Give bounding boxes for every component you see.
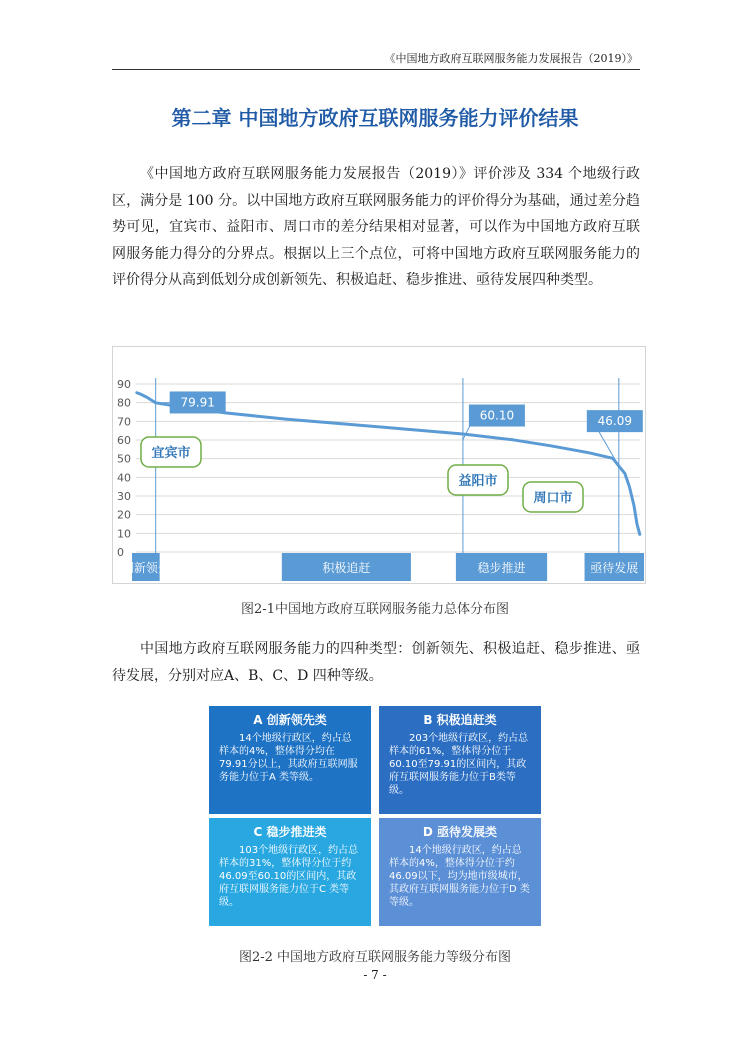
grade-grid	[209, 706, 541, 926]
data-point	[140, 393, 142, 395]
data-point	[512, 439, 514, 441]
city-label: 宜宾市	[151, 446, 191, 461]
data-point	[406, 428, 408, 430]
y-tick-label: 10	[117, 527, 131, 541]
data-point	[629, 486, 631, 488]
y-tick-label: 60	[117, 434, 131, 447]
data-point	[346, 423, 348, 425]
grade-description: 14个地级行政区，约占总样本的4%，整体得分均在79.91分以上，其政府互联网服务能力位于A 类等级。	[219, 733, 358, 783]
figure-2-1-caption: 图2-1中国地方政府互联网服务能力总体分布图	[241, 602, 509, 617]
grade-card-a	[209, 706, 371, 814]
header-rule	[112, 69, 640, 70]
grade-card-b	[379, 706, 541, 814]
data-point	[633, 505, 635, 507]
data-point	[588, 452, 590, 454]
grade-card-c	[209, 818, 371, 926]
page-number: - 7 -	[363, 968, 387, 982]
category-label: 积极追赶	[322, 561, 371, 575]
callout-label: 79.91	[180, 395, 215, 410]
y-tick-label: 30	[117, 490, 131, 503]
y-tick-label: 20	[117, 508, 131, 522]
category-label: 亟待发展	[590, 561, 639, 575]
y-tick-label: 40	[117, 471, 131, 485]
distribution-chart	[112, 346, 646, 584]
data-point	[285, 418, 287, 420]
grades-paragraph: 中国地方政府互联网服务能力的四种类型：创新领先、积极追赶、稳步推进、亟待发展，分别对应A、B、C、D 四种等级。	[112, 641, 640, 684]
grade-description: 103个地级行政区，约占总样本的31%，整体得分位于约46.09至60.10的区间内，其政府互联网服务能力位于C 类等级。	[219, 845, 359, 908]
y-tick-label: 50	[117, 452, 131, 466]
figure-2-2-caption: 图2-2 中国地方政府互联网服务能力等级分布图	[238, 950, 512, 965]
y-tick-label: 80	[117, 396, 131, 410]
chart-svg	[113, 347, 645, 583]
chapter-title: 第二章 中国地方政府互联网服务能力评价结果	[171, 106, 579, 130]
data-point	[135, 392, 137, 394]
data-point	[639, 534, 641, 536]
running-header: 《中国地方政府互联网服务能力发展报告（2019）》	[384, 52, 638, 65]
y-tick-label: 90	[117, 378, 131, 391]
grade-title: C 稳步推进类	[253, 825, 327, 839]
data-point	[550, 445, 552, 447]
data-point	[612, 457, 614, 459]
grade-description: 14个地级行政区，约占总样本的4%，整体得分位于约46.09以下，均为地市级城市，其政府互联网服务能力位于D 类等级。	[389, 845, 530, 908]
data-point	[146, 396, 148, 398]
grade-title: D 亟待发展类	[422, 825, 498, 839]
category-label: 稳步推进	[477, 561, 526, 575]
callout-label: 46.09	[597, 414, 632, 429]
grade-description: 203个地级行政区，约占总样本的61%，整体得分位于60.10至79.91的区间内，其政府互联网服务能力位于B类等级。	[389, 733, 529, 796]
data-point	[624, 473, 626, 475]
y-tick-label: 0	[117, 546, 124, 559]
intro-paragraph: 《中国地方政府互联网服务能力发展报告（2019）》评价涉及 334 个地级行政区，满分是 100 分。以中国地方政府互联网服务能力的评价得分为基础，通过差分趋势可见，宜宾市、益阳市、周口市的差分结果相对显著，可以作为中国地方政府互联网服务能力得分的分界点。根据以上三个点位，可将中国地方政府互联网服务能力的评价得分从高到低划分成创新领先、积极追赶、稳步推进、亟待发展四种类型。	[112, 166, 640, 288]
city-label: 周口市	[533, 491, 573, 506]
callout-label: 60.10	[479, 408, 515, 423]
category-label: 创新领先	[121, 561, 170, 575]
y-tick-label: 70	[117, 415, 131, 429]
data-point	[462, 433, 464, 435]
data-point	[636, 523, 638, 525]
city-label: 益阳市	[458, 474, 498, 489]
grade-title: A 创新领先类	[253, 713, 327, 727]
series-line	[136, 392, 640, 535]
grade-card-d	[379, 818, 541, 926]
grade-title: B 积极追赶类	[423, 713, 497, 727]
